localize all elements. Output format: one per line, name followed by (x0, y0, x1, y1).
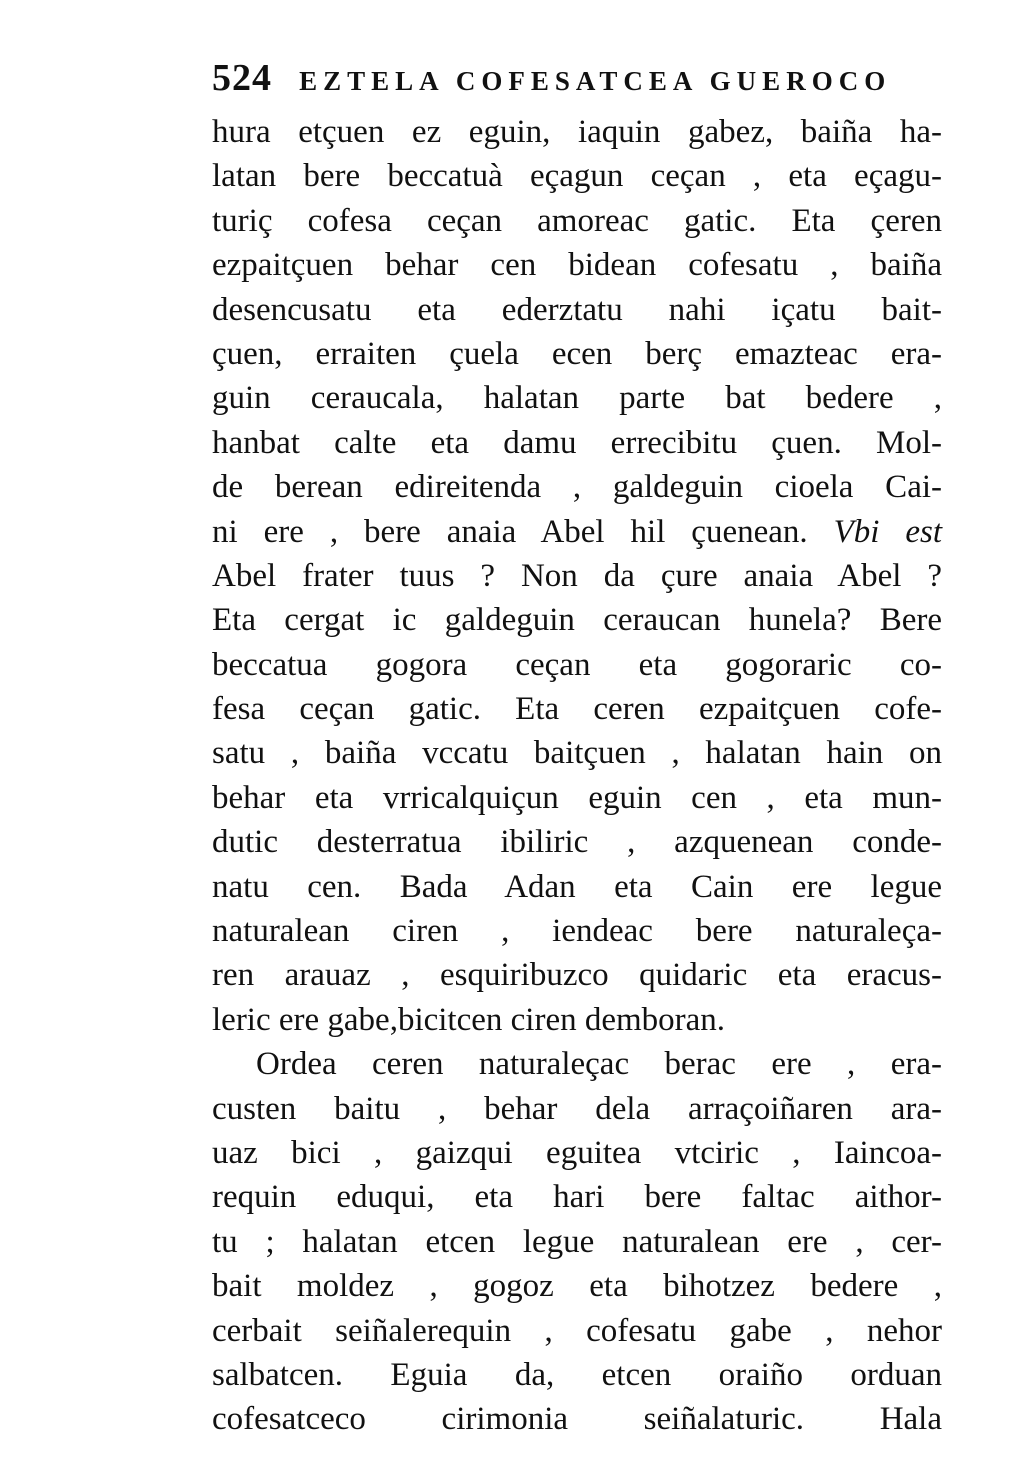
latin-quote: Vbi est (833, 513, 942, 550)
text-line: Eta cergat ic galdeguin ceraucan hunela? Bere (212, 602, 942, 639)
text-line: uaz bici , gaizqui eguitea vtciric , Iaincoa- (212, 1134, 942, 1171)
text-line: cerbait seiñalerequin , cofesatu gabe , nehor (212, 1312, 942, 1349)
text-line: beccatua gogora ceçan eta gogoraric co- (212, 646, 942, 683)
text-line: dutic desterratua ibiliric , azquenean conde- (212, 824, 942, 861)
text-line: naturalean ciren , iendeac bere naturaleça- (212, 913, 942, 950)
text-line: desencusatu eta ederztatu nahi içatu bait- (212, 291, 942, 328)
running-title: EZTELA COFESATCEA GUEROCO (299, 66, 892, 96)
text-line: ezpaitçuen behar cen bidean cofesatu , baiña (212, 247, 942, 284)
text-line: requin eduqui, eta hari bere faltac aithor- (212, 1179, 942, 1216)
text-line: hanbat calte eta damu errecibitu çuen. Mol- (212, 424, 942, 461)
text-line: Ordea ceren naturaleçac berac ere , era- (256, 1046, 942, 1083)
text-line: çuen, erraiten çuela ecen berç emazteac era- (212, 335, 942, 372)
text-line: behar eta vrricalquiçun eguin cen , eta mun- (212, 779, 942, 816)
body-text (212, 110, 942, 1442)
running-head (212, 56, 932, 106)
text-line: hura etçuen ez eguin, iaquin gabez, baiña ha- (212, 114, 942, 150)
text-line: custen baitu , behar dela arraçoiñaren ara- (212, 1090, 942, 1127)
text-line: leric ere gabe,bicitcen ciren demboran. (212, 1001, 726, 1038)
text-line: natu cen. Bada Adan eta Cain ere legue (212, 868, 942, 905)
text-line: tu ; halatan etcen legue naturalean ere , cer- (212, 1223, 942, 1260)
text-line: satu , baiña vccatu baitçuen , halatan hain on (212, 735, 942, 772)
text-line: cofesatceco cirimonia seiñalaturic. Hala (212, 1401, 942, 1438)
text-line: de berean edireitenda , galdeguin cioela Cai- (212, 469, 942, 506)
text-line: salbatcen. Eguia da, etcen oraiño orduan (212, 1356, 942, 1393)
text-segment: ni ere , bere anaia Abel hil çuenean. (212, 513, 808, 550)
text-line: latan bere beccatuà eçagun ceçan , eta eçagu- (212, 158, 942, 195)
text-line: fesa ceçan gatic. Eta ceren ezpaitçuen cofe- (212, 691, 942, 728)
text-line: Abel frater tuus ? Non da çure anaia Abel ? (212, 557, 942, 594)
text-line: turiç cofesa ceçan amoreac gatic. Eta çeren (212, 202, 942, 239)
text-line: bait moldez , gogoz eta bihotzez bedere , (212, 1268, 942, 1305)
text-line (212, 510, 942, 554)
text-line: ren arauaz , esquiribuzco quidaric eta eracus- (212, 957, 942, 994)
text-line: guin ceraucala, halatan parte bat bedere , (212, 380, 942, 417)
page-number: 524 (212, 57, 272, 99)
